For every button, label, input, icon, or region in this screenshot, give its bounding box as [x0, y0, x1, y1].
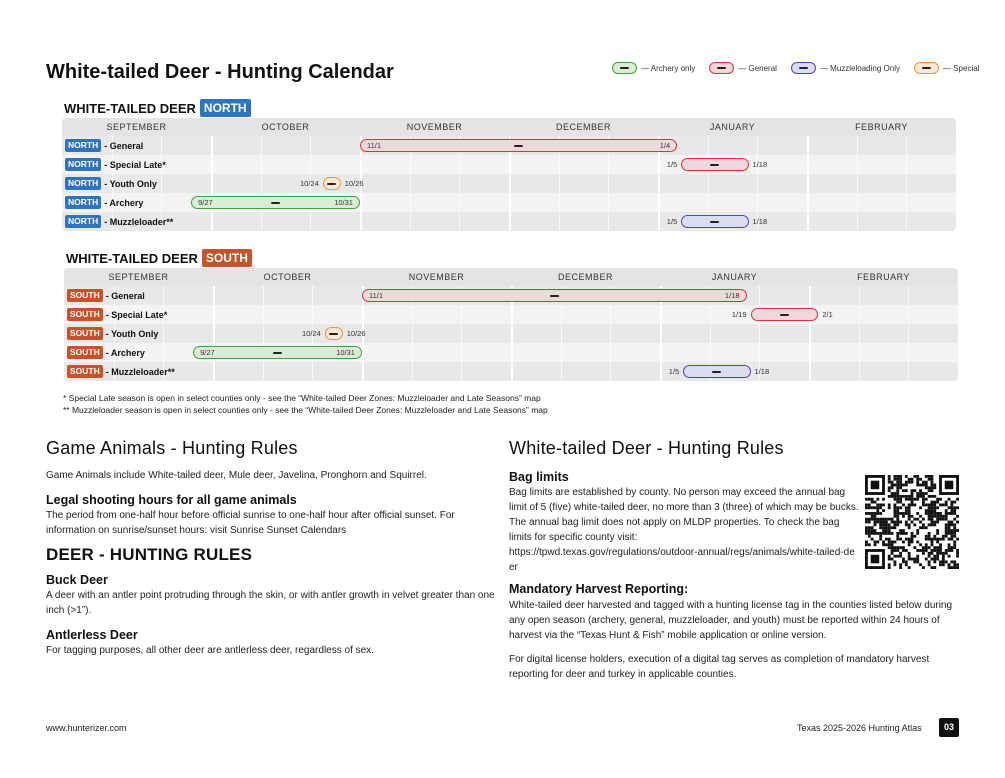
end-date: 10/31 [336, 348, 355, 357]
month-label: JANUARY [709, 122, 756, 132]
season-row [62, 193, 956, 212]
buck-deer-text: A deer with an antler point protruding through the skin, or with antler growth in velvet greater than one inch (>1”). [46, 590, 495, 616]
season-label [65, 215, 173, 228]
page-number: 03 [939, 718, 959, 737]
start-date: 11/1 [367, 141, 382, 150]
season-bar-archery[interactable] [193, 346, 362, 359]
start-date: 1/5 [668, 367, 680, 376]
deer-rules-right-heading: White-tailed Deer - Hunting Rules [509, 438, 784, 458]
month-label: FEBRUARY [857, 272, 910, 282]
zone-badge: SOUTH [67, 289, 103, 302]
legend [612, 62, 987, 74]
zone-badge: NORTH [65, 215, 101, 228]
bag-limits-heading: Bag limits [509, 470, 569, 484]
digital-license-text: For digital license holders, execution of a digital tag serves as completion of mandatory harvest reporting for deer and turkey in applicable counties. [509, 654, 930, 680]
month-label: NOVEMBER [406, 122, 463, 132]
month-label: DECEMBER [555, 122, 611, 132]
season-label [67, 308, 167, 321]
calendar-title-north [64, 99, 251, 117]
legend-label: — General [738, 63, 777, 73]
start-date: 1/5 [666, 217, 678, 226]
season-name: - General [105, 290, 145, 301]
season-row [62, 155, 956, 174]
harvest-reporting-heading: Mandatory Harvest Reporting: [509, 582, 689, 596]
end-date: 1/18 [724, 291, 740, 300]
legend-special-swatch [914, 62, 939, 74]
season-marker-icon [710, 164, 719, 166]
season-bar-general[interactable] [751, 308, 819, 321]
season-name: - Special Late* [104, 159, 166, 170]
legend-item-archery [612, 62, 695, 74]
month-label: FEBRUARY [855, 122, 908, 132]
season-marker-icon [922, 67, 931, 69]
zone-badge: SOUTH [67, 346, 103, 359]
month-label: DECEMBER [557, 272, 613, 282]
season-bar-special[interactable] [325, 327, 343, 340]
start-date: 10/24 [299, 179, 319, 188]
month-label: NOVEMBER [408, 272, 465, 282]
game-animals-heading: Game Animals - Hunting Rules [46, 438, 298, 458]
footnote-muzzleloader: ** Muzzleloader season is open in select counties only - see the “White-tailed Deer Zones: Muzzleloader and Late Seasons” map [63, 405, 548, 415]
calendar-title-text: WHITE-TAILED DEER [64, 100, 196, 116]
month-label: OCTOBER [261, 122, 310, 132]
season-name: - Youth Only [105, 328, 159, 339]
zone-badge: SOUTH [67, 365, 103, 378]
start-date: 1/5 [666, 160, 678, 169]
season-bar-special[interactable] [323, 177, 341, 190]
season-bar-general[interactable] [360, 139, 677, 152]
season-name: - Youth Only [104, 178, 157, 189]
month-header [62, 118, 956, 136]
season-name: - Muzzleloader** [104, 216, 174, 227]
legend-label: — Special [942, 63, 980, 73]
season-marker-icon [550, 295, 559, 297]
zone-badge: NORTH [65, 139, 101, 152]
footer-site[interactable]: www.hunterizer.com [46, 723, 127, 733]
season-marker-icon [717, 67, 726, 69]
zone-badge: SOUTH [67, 327, 103, 340]
zone-badge: SOUTH [202, 249, 252, 267]
season-label [65, 196, 143, 209]
season-label [67, 327, 158, 340]
season-row [64, 362, 958, 381]
season-label [67, 365, 175, 378]
season-marker-icon [710, 221, 719, 223]
season-label [65, 139, 143, 152]
season-marker-icon [620, 67, 629, 69]
season-label [65, 177, 157, 190]
qr-code[interactable] [865, 475, 959, 569]
legend-item-general [709, 62, 777, 74]
season-name: - Special Late* [105, 309, 168, 320]
season-label [67, 346, 145, 359]
end-date: 2/1 [822, 310, 833, 319]
season-label [65, 158, 166, 171]
season-marker-icon [712, 371, 721, 373]
footer-atlas: Texas 2025-2026 Hunting Atlas [797, 723, 922, 733]
start-date: 1/19 [731, 310, 747, 319]
season-bar-archery[interactable] [191, 196, 360, 209]
season-marker-icon [271, 202, 280, 204]
season-row [64, 286, 958, 305]
legend-muzzle-swatch [791, 62, 816, 74]
shooting-hours-heading: Legal shooting hours for all game animals [46, 493, 297, 507]
calendar-table-south [64, 268, 958, 381]
season-marker-icon [273, 352, 282, 354]
zone-badge: NORTH [65, 158, 101, 171]
shooting-hours-text: The period from one-half hour before official sunrise to one-half hour after official sunset. For information on sunrise/sunset hours: visit Sunrise Sunset Calendars [46, 510, 455, 536]
season-bar-muzzle[interactable] [681, 215, 748, 228]
calendar-title-south [66, 249, 252, 267]
season-row [64, 305, 958, 324]
end-date: 10/31 [334, 198, 353, 207]
bag-limits-text [509, 485, 859, 575]
legend-item-muzzle [791, 62, 900, 74]
end-date: 1/18 [752, 160, 768, 169]
legend-item-special [914, 62, 979, 74]
season-name: - Archery [105, 347, 145, 358]
season-row [62, 136, 956, 155]
month-label: OCTOBER [263, 272, 312, 282]
season-marker-icon [514, 145, 523, 147]
season-bar-general[interactable] [681, 158, 748, 171]
season-marker-icon [799, 67, 808, 69]
zone-badge: NORTH [65, 177, 101, 190]
legend-label: — Muzzleloading Only [819, 63, 900, 73]
end-date: 1/4 [659, 141, 671, 150]
end-date: 1/18 [752, 217, 768, 226]
season-bar-muzzle[interactable] [683, 365, 750, 378]
month-header [64, 268, 958, 286]
end-date: 10/26 [346, 329, 366, 338]
page-title: White-tailed Deer - Hunting Calendar [46, 61, 394, 83]
bag-limits-body: Bag limits are established by county. No person may exceed the annual bag limit of 5 (five) white-tailed deer, no more than 3 (three) of which may be bucks. The annual bag limit does not apply on MLDP properties. To check the bag limits for specific county visit: [509, 487, 859, 543]
footnote-special-late: * Special Late season is open in select counties only - see the “White-tailed Deer Zones: Muzzleloader and Late Seasons” map [63, 393, 541, 403]
season-row [62, 212, 956, 231]
zone-badge: SOUTH [67, 308, 103, 321]
season-row [62, 174, 956, 193]
season-name: - Archery [104, 197, 144, 208]
month-label: JANUARY [711, 272, 758, 282]
legend-archery-swatch [612, 62, 637, 74]
start-date: 10/24 [301, 329, 321, 338]
zone-badge: NORTH [200, 99, 251, 117]
game-animals-intro: Game Animals include White-tailed deer, Mule deer, Javelina, Pronghorn and Squirrel. [46, 470, 427, 481]
month-label: SEPTEMBER [108, 272, 169, 282]
harvest-reporting-text: White-tailed deer harvested and tagged with a hunting license tag in the counties listed below during any open season (archery, general, muzzleloader, and youth) must be reported within 24 hours of harvest via the “Texas Hunt & Fish” mobile application or online version. [509, 600, 953, 641]
season-bar-general[interactable] [362, 289, 747, 302]
season-marker-icon [780, 314, 789, 316]
season-marker-icon [329, 333, 338, 335]
start-date: 9/27 [200, 348, 215, 357]
antlerless-heading: Antlerless Deer [46, 628, 138, 642]
antlerless-text: For tagging purposes, all other deer are antlerless deer, regardless of sex. [46, 645, 374, 656]
season-label [67, 289, 145, 302]
bag-limits-link[interactable]: https://tpwd.texas.gov/regulations/outdoor-annual/regs/animals/white-tailed-deer [509, 547, 855, 573]
end-date: 1/18 [754, 367, 770, 376]
season-row [64, 343, 958, 362]
season-row [64, 324, 958, 343]
legend-general-swatch [709, 62, 734, 74]
deer-rules-heading: DEER - HUNTING RULES [46, 545, 253, 564]
calendar-title-text: WHITE-TAILED DEER [66, 250, 198, 266]
end-date: 10/26 [344, 179, 364, 188]
start-date: 11/1 [369, 291, 384, 300]
calendar-table-north [62, 118, 956, 231]
buck-deer-heading: Buck Deer [46, 573, 108, 587]
month-label: SEPTEMBER [106, 122, 167, 132]
legend-label: — Archery only [641, 63, 696, 73]
season-name: - Muzzleloader** [105, 366, 175, 377]
start-date: 9/27 [198, 198, 213, 207]
zone-badge: NORTH [65, 196, 101, 209]
season-marker-icon [327, 183, 336, 185]
season-name: - General [104, 140, 144, 151]
